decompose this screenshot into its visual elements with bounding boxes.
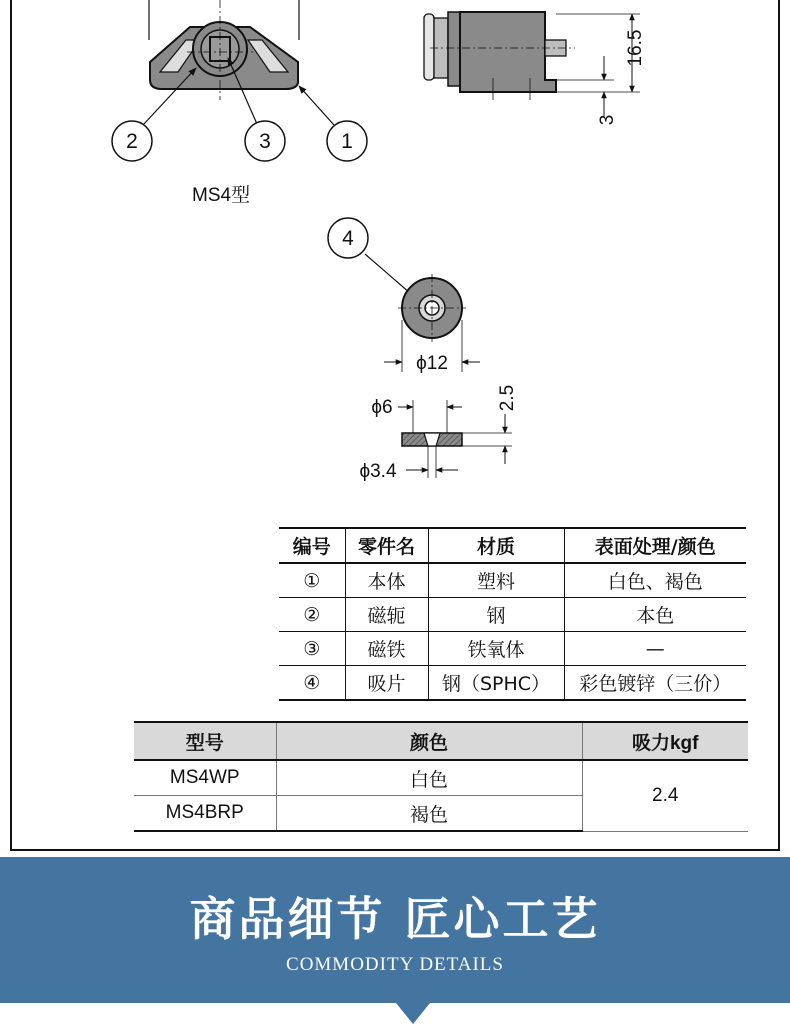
- catch-side-view: [424, 12, 646, 125]
- cell-number: ④: [279, 666, 345, 701]
- header-material: 材质: [428, 528, 564, 563]
- cell-part-name: 磁轭: [345, 598, 428, 632]
- callout-3: [245, 121, 285, 161]
- models-table: [134, 721, 748, 832]
- cell-part-name: 磁铁: [345, 632, 428, 666]
- cell-material: 钢: [428, 598, 564, 632]
- cell-finish: —: [564, 632, 746, 666]
- table-row: [279, 563, 746, 598]
- cell-number: ①: [279, 563, 345, 598]
- cell-material: 塑料: [428, 563, 564, 598]
- cell-material: 铁氧体: [428, 632, 564, 666]
- header-color: 颜色: [276, 722, 582, 760]
- cell-model: MS4BRP: [134, 796, 276, 832]
- cell-material: 钢（SPHC）: [428, 666, 564, 701]
- catch-front-view: [149, 0, 299, 100]
- cell-color: 褐色: [276, 796, 582, 832]
- callout-leaders: [143, 58, 418, 300]
- svg-text:3: 3: [259, 130, 271, 153]
- dim-thickness: 2.5: [497, 384, 518, 412]
- dim-dia12: ϕ12: [416, 353, 448, 374]
- table-row: [279, 598, 746, 632]
- details-banner: [0, 857, 790, 1003]
- header-force: 吸力kgf: [582, 722, 748, 760]
- table-row: [134, 760, 748, 796]
- dim-dia34: ϕ3.4: [359, 461, 397, 482]
- banner-title: 商品细节 匠心工艺: [189, 892, 601, 946]
- header-number: 编号: [279, 528, 345, 563]
- header-finish: 表面处理/颜色: [564, 528, 746, 563]
- header-model: 型号: [134, 722, 276, 760]
- cell-finish: 本色: [564, 598, 746, 632]
- strike-plate-section-view: [359, 385, 518, 482]
- cell-force: 2.4: [582, 760, 748, 831]
- callout-2: [112, 121, 152, 161]
- cell-color: 白色: [276, 760, 582, 796]
- cell-part-name: 吸片: [345, 666, 428, 701]
- cell-model: MS4WP: [134, 760, 276, 796]
- banner-subtitle: COMMODITY DETAILS: [286, 954, 504, 975]
- strike-plate-top-view: [384, 274, 480, 374]
- cell-number: ③: [279, 632, 345, 666]
- cell-number: ②: [279, 598, 345, 632]
- cell-part-name: 本体: [345, 563, 428, 598]
- dim-dia6: ϕ6: [371, 397, 393, 418]
- table-row: [279, 666, 746, 701]
- callout-4: [328, 218, 368, 258]
- svg-text:4: 4: [342, 227, 354, 250]
- svg-text:1: 1: [341, 130, 353, 153]
- table-row: [279, 632, 746, 666]
- callout-1: [327, 121, 367, 161]
- header-part-name: 零件名: [345, 528, 428, 563]
- cell-finish: 彩色镀锌（三价）: [564, 666, 746, 701]
- dim-height: 16.5: [625, 29, 646, 67]
- parts-table-header: [279, 528, 746, 563]
- banner-pointer-icon: [396, 1003, 430, 1024]
- model-label: MS4型: [192, 185, 251, 206]
- dim-offset: 3: [597, 114, 618, 126]
- svg-text:2: 2: [126, 130, 138, 153]
- models-table-header: [134, 722, 748, 760]
- cell-finish: 白色、褐色: [564, 563, 746, 598]
- parts-table: [279, 527, 746, 701]
